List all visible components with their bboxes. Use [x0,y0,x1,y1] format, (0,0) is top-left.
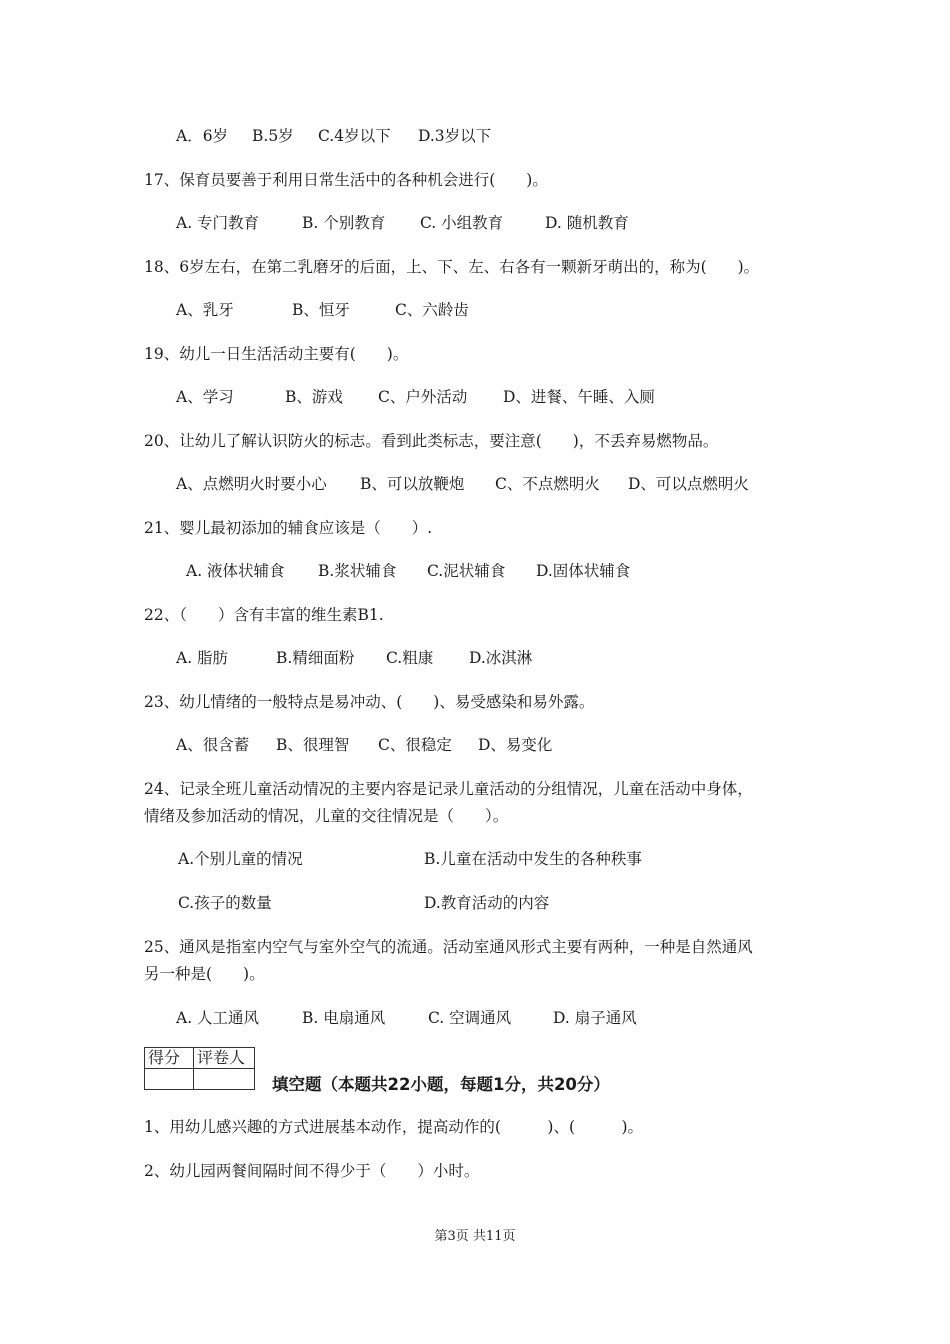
q22-option-a: A. 脂肪 [176,649,229,667]
q20-option-d: D、可以点燃明火 [628,475,749,493]
q16-option-d: D.3岁以下 [418,127,492,145]
score-label: 得分 [145,1048,194,1069]
q24-option-d: D.教育活动的内容 [424,894,550,912]
q18-option-a: A、乳牙 [176,301,234,319]
q22-option-b: B.精细面粉 [276,649,355,667]
q22-stem: 22、（ ）含有丰富的维生素B1. [144,606,384,624]
q17-option-d: D. 随机教育 [545,214,629,232]
q19-stem: 19、幼儿一日生活活动主要有( )。 [144,345,409,363]
q25-option-c: C. 空调通风 [428,1009,512,1027]
grader-label: 评卷人 [194,1048,255,1069]
q21-option-d: D.固体状辅食 [536,562,631,580]
q17-option-a: A. 专门教育 [176,214,260,232]
section-title: 填空题（本题共22小题，每题1分，共20分） [272,1075,610,1094]
fill-question-2: 2、幼儿园两餐间隔时间不得少于（ ）小时。 [144,1162,480,1180]
q18-option-c: C、六龄齿 [395,301,469,319]
q25-option-d: D. 扇子通风 [553,1009,637,1027]
q22-option-c: C.粗康 [386,649,434,667]
q21-stem: 21、婴儿最初添加的辅食应该是（ ）. [144,519,433,537]
q20-option-a: A、点燃明火时要小心 [176,475,327,493]
q19-option-b: B、游戏 [285,388,343,406]
q24-option-c: C.孩子的数量 [178,894,272,912]
q19-option-a: A、学习 [176,388,234,406]
q25-option-a: A. 人工通风 [176,1009,260,1027]
score-cell [145,1069,194,1090]
q23-stem: 23、幼儿情绪的一般特点是易冲动、( )、易受感染和易外露。 [144,693,595,711]
q19-option-d: D、进餐、午睡、入厕 [503,388,655,406]
q20-option-c: C、不点燃明火 [495,475,600,493]
q18-option-b: B、恒牙 [292,301,350,319]
q17-option-b: B. 个别教育 [302,214,386,232]
q20-stem: 20、让幼儿了解认识防火的标志。看到此类标志，要注意( )，不丢弃易燃物品。 [144,432,719,450]
q20-option-b: B、可以放鞭炮 [360,475,465,493]
q22-option-d: D.冰淇淋 [469,649,533,667]
q21-option-b: B.浆状辅食 [318,562,397,580]
q25-stem-line2: 另一种是( )。 [144,965,265,983]
score-box [144,1047,255,1090]
q24-option-b: B.儿童在活动中发生的各种秩事 [424,850,642,868]
q16-option-b: B.5岁 [252,127,294,145]
q24-stem-line1: 24、记录全班儿童活动情况的主要内容是记录儿童活动的分组情况，儿童在活动中身体， [144,780,753,798]
q21-option-a: A. 液体状辅食 [186,562,285,580]
page-footer: 第3页 共11页 [434,1229,516,1244]
q23-option-d: D、易变化 [478,736,553,754]
q23-option-a: A、很含蓄 [176,736,250,754]
q25-stem-line1: 25、通风是指室内空气与室外空气的流通。活动室通风形式主要有两种，一种是自然通风 [144,938,753,956]
q16-option-a: A．6岁 [176,127,229,145]
q23-option-b: B、很理智 [276,736,350,754]
q25-option-b: B. 电扇通风 [302,1009,386,1027]
q17-stem: 17、保育员要善于利用日常生活中的各种机会进行( )。 [144,171,548,189]
fill-question-1: 1、用幼儿感兴趣的方式进展基本动作，提高动作的( )、( )。 [144,1118,644,1136]
q21-option-c: C.泥状辅食 [427,562,506,580]
q18-stem: 18、6岁左右，在第二乳磨牙的后面，上、下、左、右各有一颗新牙萌出的，称为( )。 [144,258,760,276]
q19-option-c: C、户外活动 [378,388,468,406]
q17-option-c: C. 小组教育 [420,214,504,232]
q16-option-c: C.4岁以下 [318,127,391,145]
q24-stem-line2: 情绪及参加活动的情况，儿童的交往情况是（ ）。 [144,807,509,825]
grader-cell [194,1069,255,1090]
q24-option-a: A.个别儿童的情况 [178,850,303,868]
q23-option-c: C、很稳定 [378,736,452,754]
